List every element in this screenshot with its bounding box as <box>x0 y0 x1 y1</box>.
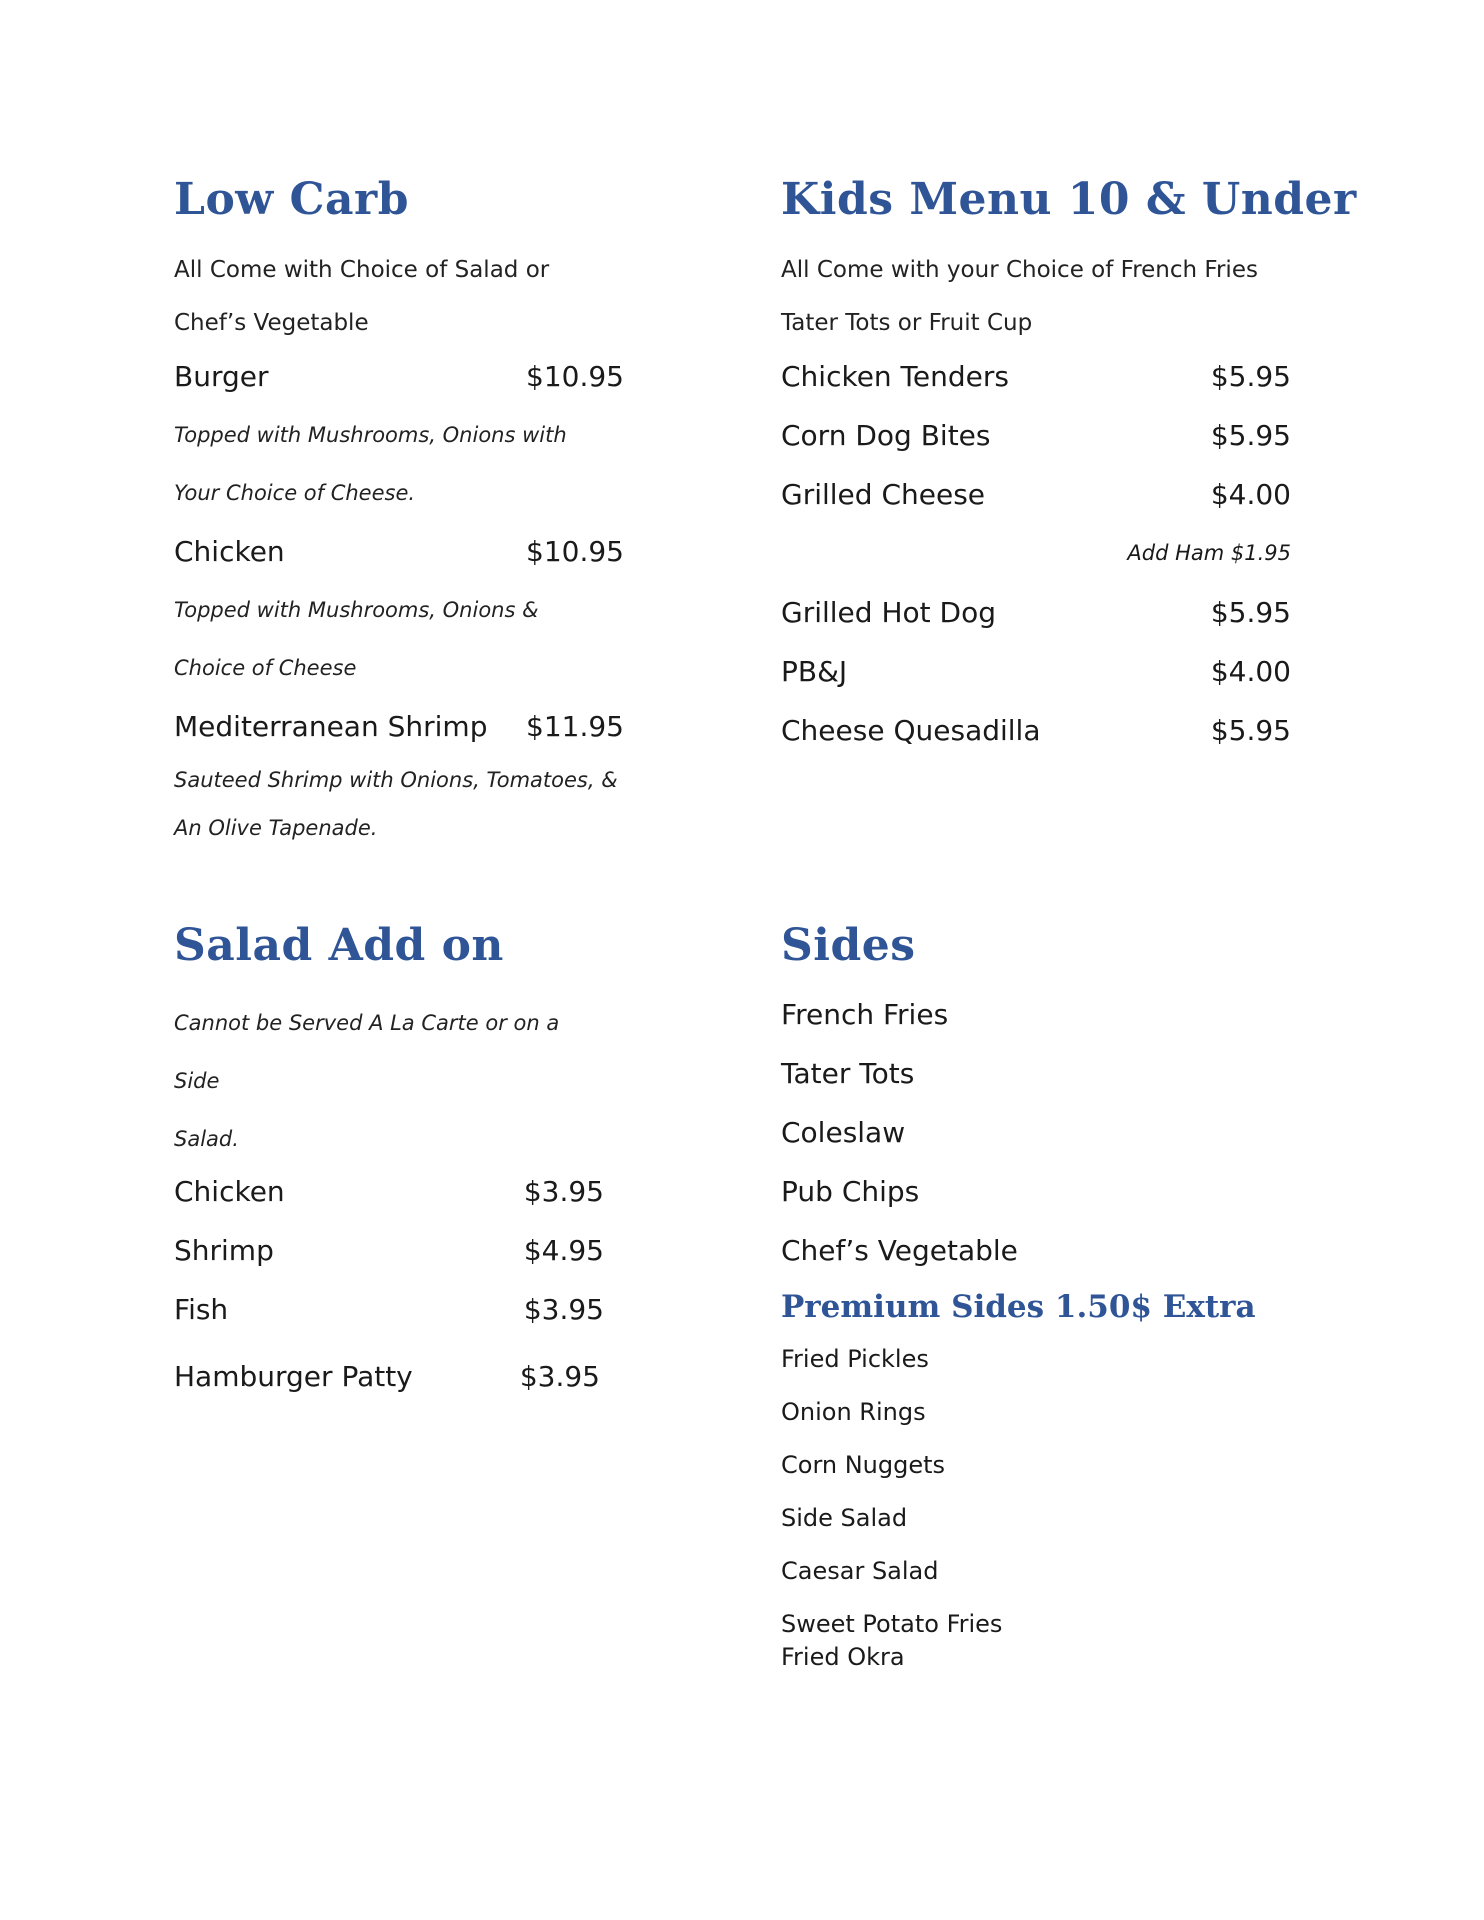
kids-menu-section <box>781 174 1357 760</box>
menu-item-chicken-tenders <box>781 347 1291 406</box>
item-description: Sauteed Shrimp with Onions, Tomatoes, & <box>174 768 618 792</box>
low-carb-section <box>174 174 624 852</box>
sides-section <box>781 920 1341 1674</box>
menu-item-grilled-cheese <box>781 465 1291 524</box>
item-price: $4.95 <box>523 1234 604 1267</box>
sides-heading: Sides <box>781 920 916 971</box>
premium-side-item: Side Salad <box>781 1504 908 1532</box>
item-price: $3.95 <box>523 1175 604 1208</box>
item-price: $10.95 <box>526 360 624 393</box>
item-name: Chicken <box>174 1175 285 1208</box>
menu-item-mediterranean-shrimp <box>174 697 624 756</box>
add-on-item-fish <box>174 1280 604 1339</box>
item-price: $5.95 <box>1210 714 1291 747</box>
item-price: $4.00 <box>1210 655 1291 688</box>
menu-item-grilled-hot-dog <box>781 583 1291 642</box>
item-name: Grilled Cheese <box>781 478 986 511</box>
side-item: Tater Tots <box>781 1057 915 1090</box>
kids-menu-note-line1: All Come with your Choice of French Fries <box>781 257 1258 283</box>
item-name: Chicken Tenders <box>781 360 1009 393</box>
item-description: Your Choice of Cheese. <box>174 481 416 505</box>
side-item: Chef’s Vegetable <box>781 1234 1018 1267</box>
side-item: French Fries <box>781 998 949 1031</box>
item-price: $3.95 <box>523 1293 604 1326</box>
add-ham-note: Add Ham $1.95 <box>1127 541 1291 565</box>
add-on-item-chicken <box>174 1162 604 1221</box>
premium-side-item: Fried Pickles <box>781 1345 929 1373</box>
item-name: Cheese Quesadilla <box>781 714 1041 747</box>
item-name: Corn Dog Bites <box>781 419 991 452</box>
add-on-item-hamburger-patty <box>174 1347 600 1406</box>
salad-add-on-note-line2: Salad. <box>174 1127 239 1151</box>
premium-side-item: Onion Rings <box>781 1398 926 1426</box>
item-price: $10.95 <box>526 535 624 568</box>
item-description: Topped with Mushrooms, Onions with <box>174 423 567 447</box>
item-name: PB&J <box>781 655 848 688</box>
menu-item-burger <box>174 347 624 406</box>
item-price: $5.95 <box>1210 419 1291 452</box>
item-description: Topped with Mushrooms, Onions & <box>174 598 539 622</box>
kids-menu-note-line2: Tater Tots or Fruit Cup <box>781 310 1033 336</box>
low-carb-note-line2: Chef’s Vegetable <box>174 310 369 336</box>
side-item: Pub Chips <box>781 1175 920 1208</box>
kids-menu-heading: Kids Menu 10 & Under <box>781 174 1357 225</box>
item-name: Grilled Hot Dog <box>781 596 996 629</box>
item-name: Shrimp <box>174 1234 274 1267</box>
menu-item-corn-dog-bites <box>781 406 1291 465</box>
low-carb-note-line1: All Come with Choice of Salad or <box>174 257 550 283</box>
add-on-item-shrimp <box>174 1221 604 1280</box>
menu-item-chicken <box>174 522 624 581</box>
salad-add-on-note-line1: Cannot be Served A La Carte or on a Side <box>174 1011 560 1093</box>
premium-sides-heading: Premium Sides 1.50$ Extra <box>781 1289 1256 1325</box>
item-price: $11.95 <box>526 710 624 743</box>
item-name: Fish <box>174 1293 229 1326</box>
salad-add-on-heading: Salad Add on <box>174 920 504 971</box>
item-price: $5.95 <box>1210 596 1291 629</box>
item-name: Mediterranean Shrimp <box>174 710 488 743</box>
item-name: Hamburger Patty <box>174 1360 413 1393</box>
salad-add-on-section <box>174 920 604 1406</box>
item-description: An Olive Tapenade. <box>174 816 378 840</box>
item-price: $3.95 <box>519 1360 600 1393</box>
premium-side-item: Fried Okra <box>781 1643 905 1671</box>
premium-side-item: Corn Nuggets <box>781 1451 946 1479</box>
premium-side-item: Sweet Potato Fries <box>781 1610 1003 1638</box>
item-name: Burger <box>174 360 269 393</box>
premium-side-item: Caesar Salad <box>781 1557 939 1585</box>
menu-item-cheese-quesadilla <box>781 701 1291 760</box>
item-name: Chicken <box>174 535 285 568</box>
item-price: $5.95 <box>1210 360 1291 393</box>
item-price: $4.00 <box>1210 478 1291 511</box>
item-description: Choice of Cheese <box>174 656 357 680</box>
menu-item-pbj <box>781 642 1291 701</box>
low-carb-heading: Low Carb <box>174 174 409 225</box>
side-item: Coleslaw <box>781 1116 906 1149</box>
